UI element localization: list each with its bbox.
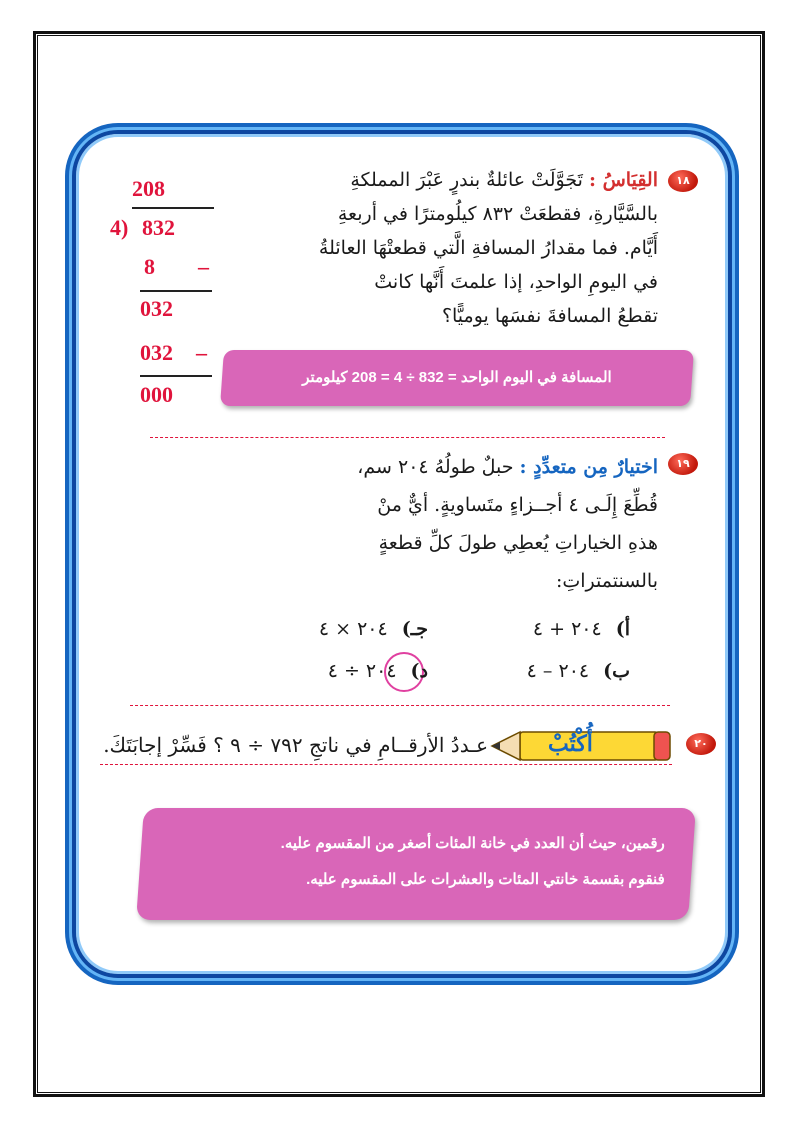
division-minus-2: – xyxy=(196,340,207,365)
option-b[interactable] xyxy=(527,660,630,682)
question-18-line-5: تقطعُ المسافةَ نفسَها يوميًّا؟ xyxy=(441,305,658,327)
option-a-expr: ٢٠٤ + ٤ xyxy=(532,618,602,640)
option-a-label: أ) xyxy=(615,618,630,640)
option-c-label: جـ) xyxy=(401,618,428,640)
question-18-answer-box xyxy=(220,350,694,406)
question-18-line-4: في اليومِ الواحدِ، إذا علمتَ أَنَّها كانتْ xyxy=(374,271,658,293)
division-remainder-2: 000 xyxy=(140,382,173,407)
question-18-keyword: القِيَاسُ : xyxy=(588,169,658,191)
division-subtract-1: 8 xyxy=(144,254,155,279)
option-c-expr: ٢٠٤ × ٤ xyxy=(318,618,388,640)
question-18-line-1: تَجَوَّلَتْ عائلةٌ بندرٍ عَبْرَ المملكةِ xyxy=(350,169,583,191)
question-20-answer-box xyxy=(136,808,696,920)
question-20-answer-line-2: فنقوم بقسمة خانتي المئات والعشرات على المقسوم عليه. xyxy=(306,871,665,888)
divider-1 xyxy=(150,437,665,438)
division-bar xyxy=(132,207,214,209)
question-18-line-2: بالسَّيَّارةِ، فقطعَتْ ٨٣٢ كيلُومترًا في أربعةِ xyxy=(337,203,658,225)
question-19-line-2: قُطِّعَ إِلَـى ٤ أجــزاءٍ متَساويةٍ. أيٌّ منْ xyxy=(377,494,658,516)
division-remainder-1: 032 xyxy=(140,296,173,321)
option-d-label: د) xyxy=(410,660,428,682)
divider-3 xyxy=(100,764,672,765)
division-line-2 xyxy=(140,375,212,377)
question-20-answer-line-1: رقمين، حيث أن العدد في خانة المئات أصغر من المقسوم عليه. xyxy=(280,835,665,852)
question-19-number: ١٩ xyxy=(668,453,698,475)
option-b-label: ب) xyxy=(603,660,630,682)
question-18-text xyxy=(250,163,658,333)
division-divisor: 4) xyxy=(110,215,129,240)
write-badge: أُكْتُبْ xyxy=(548,731,593,757)
option-d[interactable] xyxy=(328,660,428,682)
division-quotient: 208 xyxy=(132,176,165,201)
question-18-number: ١٨ xyxy=(668,170,698,192)
option-a[interactable] xyxy=(533,618,630,640)
division-subtract-2: 032 xyxy=(140,340,173,365)
question-19-line-1: حبلٌ طولُهُ ٢٠٤ سم، xyxy=(357,456,514,478)
option-d-expr: ٢٠٤ ÷ ٤ xyxy=(327,660,397,682)
division-dividend: 832 xyxy=(142,215,175,240)
division-line-1 xyxy=(140,290,212,292)
division-minus-1: – xyxy=(198,254,209,279)
question-20-number: ٢٠ xyxy=(686,733,716,755)
question-18-line-3: أَيَّام. فما مقدارُ المسافةِ الَّتي قطعتْهَا العائلةُ xyxy=(318,237,658,259)
question-19-text xyxy=(250,448,658,600)
question-19-line-3: هذهِ الخياراتِ يُعطِي طولَ كلِّ قطعةٍ xyxy=(378,532,658,554)
question-18-answer: المسافة في اليوم الواحد = 832 ÷ 4 = 208 كيلومتر xyxy=(302,369,612,386)
question-19-line-4: بالسنتمتراتِ: xyxy=(555,570,658,592)
question-20-text: عـددُ الأرقــامِ في ناتجِ ٧٩٢ ÷ ٩ ؟ فَسِّرْ إجابَتَكَ. xyxy=(103,733,488,757)
divider-2 xyxy=(130,705,670,706)
option-b-expr: ٢٠٤ – ٤ xyxy=(526,660,590,682)
option-c[interactable] xyxy=(319,618,428,640)
question-19-keyword: اختيارٌ مِن متعدِّدٍ : xyxy=(519,456,658,478)
